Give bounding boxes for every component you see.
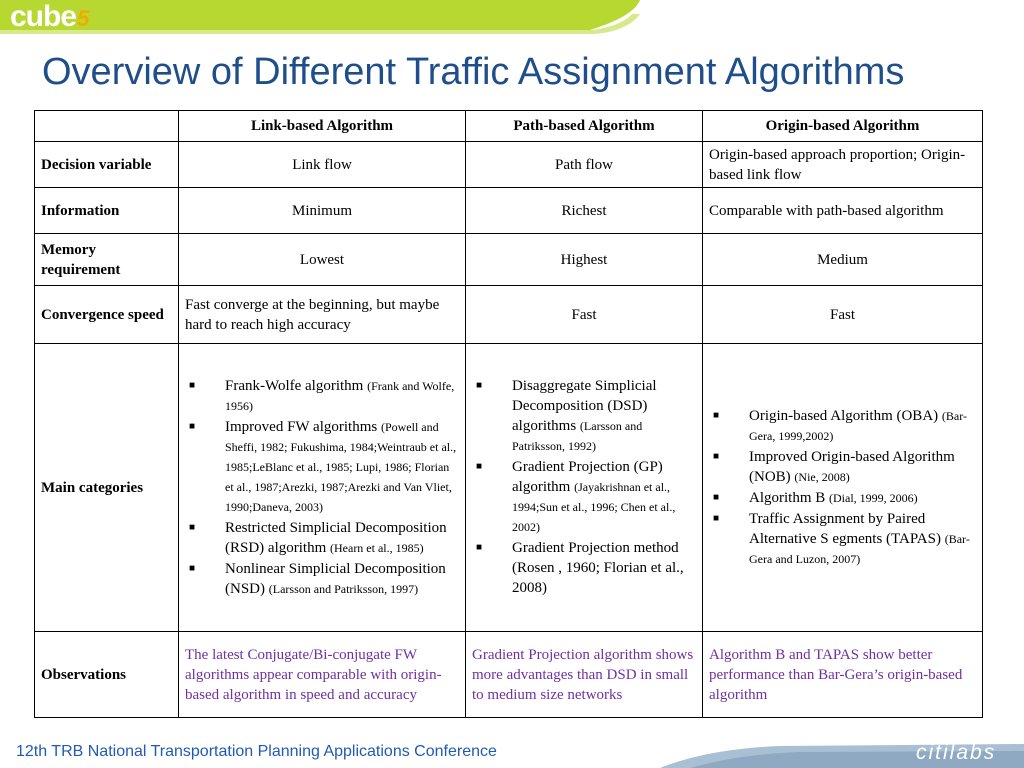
bullet-icon: ■ xyxy=(189,521,196,533)
bullet-icon: ■ xyxy=(713,512,720,524)
cell-origin: Origin-based approach proportion; Origin-based link flow xyxy=(703,142,983,188)
bullet-icon: ■ xyxy=(189,379,196,391)
cell-path: Fast xyxy=(466,286,703,344)
cube-logo xyxy=(10,1,88,35)
row-information xyxy=(35,188,983,234)
list-item xyxy=(709,447,976,487)
row-label: Main categories xyxy=(35,344,179,632)
list-item xyxy=(185,559,459,599)
item-reference: (Powell and Sheffi, 1982; Fukushima, 1984;Weintraub et al., 1985;LeBlanc et al., 1985; Lupi, 1986; Florian et al., 1987;Arezki, 1987;Arezki and Van Vliet, 1990;Daneva, 2003) xyxy=(225,419,457,514)
row-label: Convergence speed xyxy=(35,286,179,344)
cell-link: Minimum xyxy=(179,188,466,234)
row-memory-requirement xyxy=(35,234,983,286)
row-label: Information xyxy=(35,188,179,234)
list-item xyxy=(472,538,696,598)
item-reference: (Hearn et al., 1985) xyxy=(330,540,424,555)
row-label: Memory requirement xyxy=(35,234,179,286)
bullet-icon: ■ xyxy=(476,461,483,472)
header-row xyxy=(35,111,983,142)
item-reference: (Larsson and Patriksson, 1997) xyxy=(268,581,419,596)
item-text: Origin-based Algorithm (OBA) xyxy=(749,407,942,424)
logo-text: cube xyxy=(10,0,77,33)
list-item xyxy=(472,457,696,537)
header-path-based: Path-based Algorithm xyxy=(466,111,703,142)
footer-conference: 12th TRB National Transportation Planning Applications Conference xyxy=(16,743,497,760)
item-reference: (Jayakrishnan et al., 1994;Sun et al., 1996; Chen et al., 2002) xyxy=(512,480,676,534)
cell-origin-observation: Algorithm B and TAPAS show better performance than Bar-Gera’s origin-based algorithm xyxy=(703,632,983,718)
bullet-icon: ■ xyxy=(189,562,196,574)
cell-link: Lowest xyxy=(179,234,466,286)
cell-link: Fast converge at the beginning, but maybe hard to reach high accuracy xyxy=(179,286,466,344)
algorithms-table xyxy=(34,110,983,718)
item-reference: (Larsson and Patriksson, 1992) xyxy=(512,419,643,453)
item-text: Algorithm B xyxy=(749,489,830,506)
bullet-icon: ■ xyxy=(713,409,720,421)
cell-link-observation: The latest Conjugate/Bi-conjugate FW algorithms appear comparable with origin-based algorithm in speed and accuracy xyxy=(179,632,466,718)
citilabs-logo: citilabs xyxy=(916,741,997,764)
item-reference: (Nie, 2008) xyxy=(794,469,850,484)
cell-path: Highest xyxy=(466,234,703,286)
cell-link-categories xyxy=(179,344,466,632)
item-reference: (Dial, 1999, 2006) xyxy=(829,490,918,505)
item-text: Restricted Simplicial Decomposition (RSD) algorithm xyxy=(225,519,447,556)
row-convergence-speed xyxy=(35,286,983,344)
bullet-icon: ■ xyxy=(476,542,483,553)
row-label: Decision variable xyxy=(35,142,179,188)
cell-origin: Comparable with path-based algorithm xyxy=(703,188,983,234)
bullet-icon: ■ xyxy=(189,420,196,432)
cell-path-observation: Gradient Projection algorithm shows more advantages than DSD in small to medium size networks xyxy=(466,632,703,718)
item-text: Nonlinear Simplicial Decomposition (NSD) xyxy=(225,560,446,597)
item-text: Gradient Projection (GP) algorithm xyxy=(512,459,663,495)
cell-path: Path flow xyxy=(466,142,703,188)
header-corner xyxy=(35,111,179,142)
cell-origin: Medium xyxy=(703,234,983,286)
list-item xyxy=(709,406,976,446)
row-main-categories xyxy=(35,344,983,632)
row-decision-variable xyxy=(35,142,983,188)
cell-path: Richest xyxy=(466,188,703,234)
header-band xyxy=(0,0,1024,36)
item-text: Disaggregate Simplicial Decomposition (DSD) algorithms xyxy=(512,378,657,434)
item-text: Frank-Wolfe algorithm xyxy=(225,377,368,394)
cell-origin: Fast xyxy=(703,286,983,344)
list-item xyxy=(472,376,696,456)
bullet-icon: ■ xyxy=(713,491,720,503)
list-item xyxy=(709,509,976,569)
item-reference: (Bar-Gera and Luzon, 2007) xyxy=(749,531,970,566)
item-text: Improved FW algorithms xyxy=(225,418,381,435)
bullet-icon: ■ xyxy=(476,380,483,391)
cell-path-categories xyxy=(466,344,703,632)
item-text: Gradient Projection method (Rosen , 1960; Florian et al., 2008) xyxy=(512,540,684,596)
header-link-based: Link-based Algorithm xyxy=(179,111,466,142)
row-observations xyxy=(35,632,983,718)
list-item xyxy=(185,518,459,558)
item-reference: (Bar-Gera, 1999,2002) xyxy=(749,408,967,443)
item-text: Improved Origin-based Algorithm (NOB) xyxy=(749,448,955,485)
cell-link: Link flow xyxy=(179,142,466,188)
list-item xyxy=(185,376,459,416)
cell-origin-categories xyxy=(703,344,983,632)
page-title: Overview of Different Traffic Assignment Algorithms xyxy=(42,51,905,93)
list-item xyxy=(185,417,459,517)
item-text: Traffic Assignment by Paired Alternative S egments (TAPAS) xyxy=(749,510,945,547)
header-origin-based: Origin-based Algorithm xyxy=(703,111,983,142)
bullet-icon: ■ xyxy=(713,450,720,462)
logo-version: 5 xyxy=(77,6,89,31)
list-item xyxy=(709,488,976,508)
item-reference: (Frank and Wolfe, 1956) xyxy=(225,378,455,413)
row-label: Observations xyxy=(35,632,179,718)
